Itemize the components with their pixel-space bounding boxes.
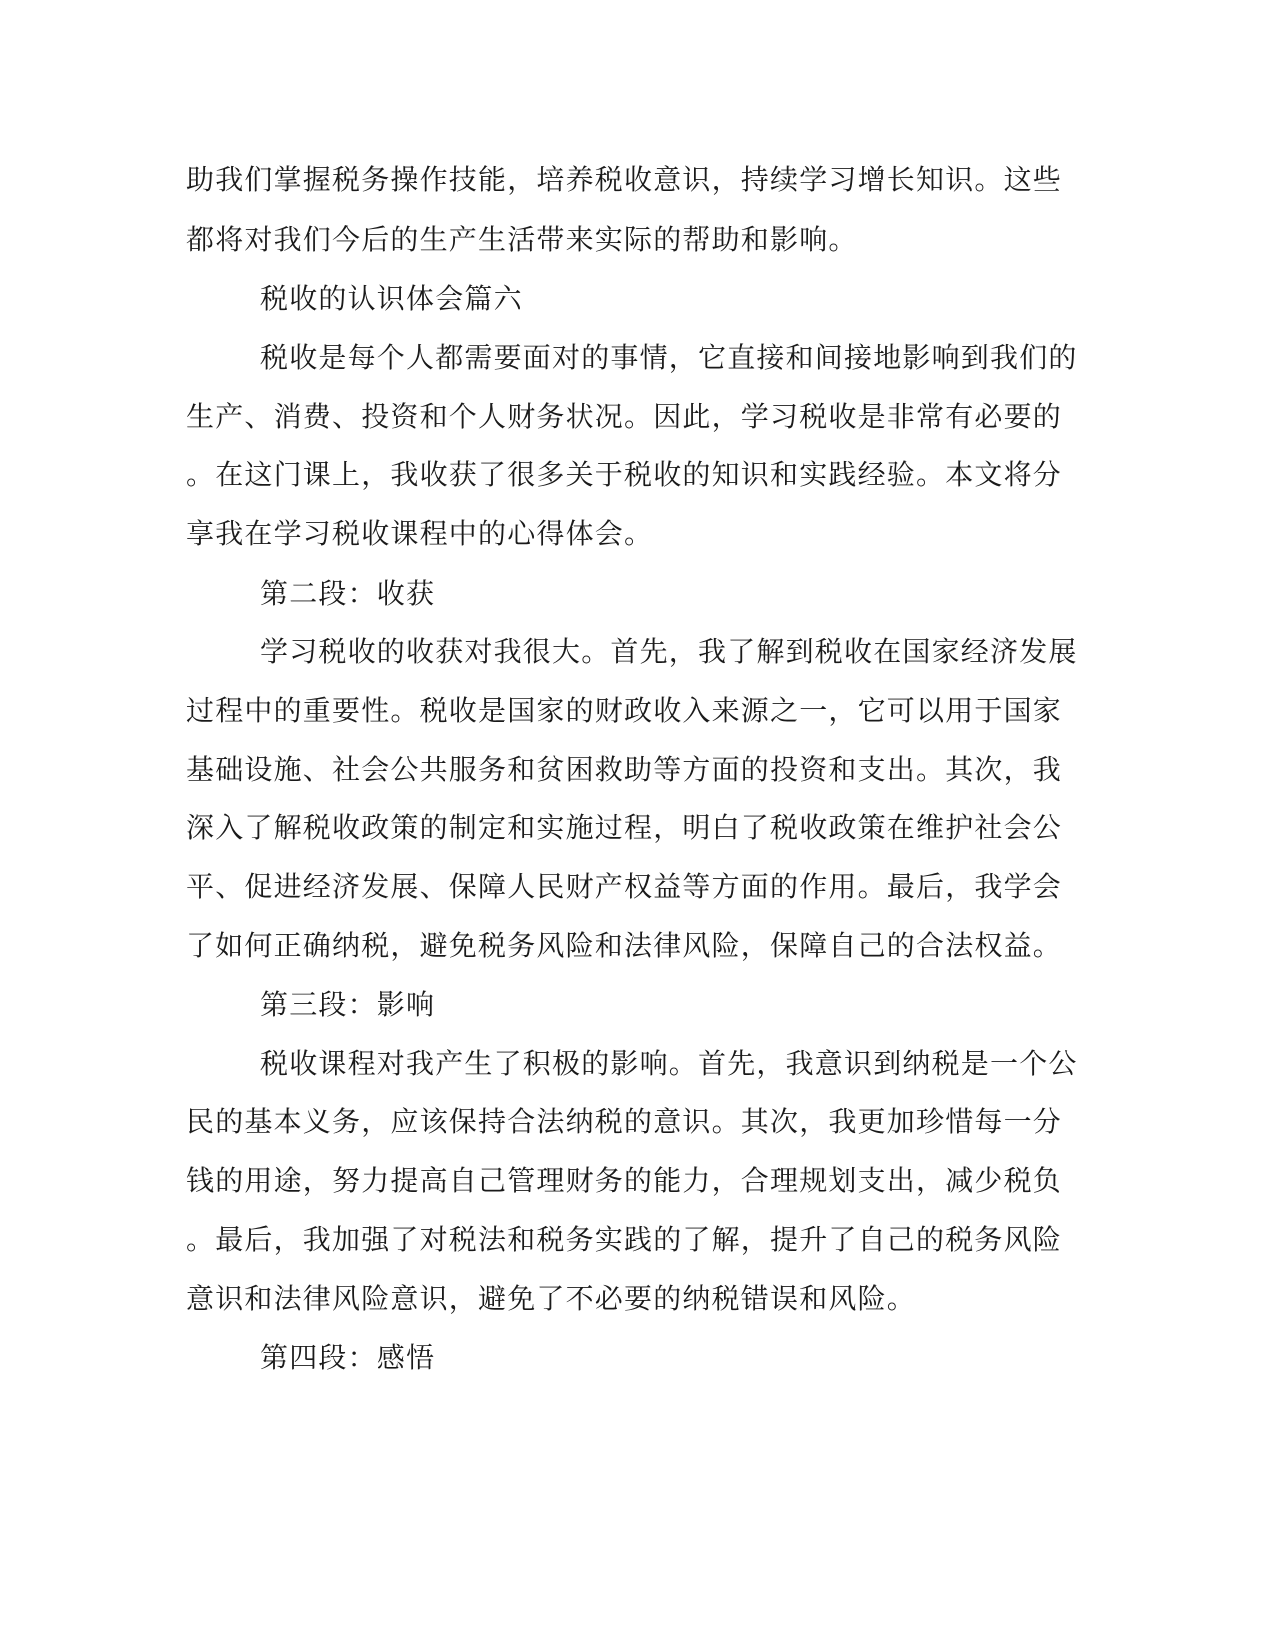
text-line: 税收课程对我产生了积极的影响。首先，我意识到纳税是一个公 xyxy=(260,1047,1078,1080)
text-line: 。最后，我加强了对税法和税务实践的了解，提升了自己的税务风险 xyxy=(186,1223,1063,1256)
text-line: 。在这门课上，我收获了很多关于税收的知识和实践经验。本文将分 xyxy=(186,458,1063,491)
text-line: 基础设施、社会公共服务和贫困救助等方面的投资和支出。其次，我 xyxy=(186,753,1063,786)
section-heading: 第四段：感悟 xyxy=(260,1341,436,1374)
text-line: 享我在学习税收课程中的心得体会。 xyxy=(186,517,654,550)
text-line: 钱的用途，努力提高自己管理财务的能力，合理规划支出，减少税负 xyxy=(186,1164,1063,1197)
text-line: 了如何正确纳税，避免税务风险和法律风险，保障自己的合法权益。 xyxy=(186,929,1063,962)
text-line: 学习税收的收获对我很大。首先，我了解到税收在国家经济发展 xyxy=(260,635,1078,668)
text-line: 民的基本义务，应该保持合法纳税的意识。其次，我更加珍惜每一分 xyxy=(186,1105,1063,1138)
text-line: 税收是每个人都需要面对的事情，它直接和间接地影响到我们的 xyxy=(260,341,1078,374)
text-line: 意识和法律风险意识，避免了不必要的纳税错误和风险。 xyxy=(186,1282,917,1315)
text-line: 平、促进经济发展、保障人民财产权益等方面的作用。最后，我学会 xyxy=(186,870,1063,903)
section-heading: 第二段：收获 xyxy=(260,577,436,610)
text-line: 都将对我们今后的生产生活带来实际的帮助和影响。 xyxy=(186,223,858,256)
section-heading: 第三段：影响 xyxy=(260,988,436,1021)
text-line: 深入了解税收政策的制定和实施过程，明白了税收政策在维护社会公 xyxy=(186,811,1063,844)
text-line: 生产、消费、投资和个人财务状况。因此，学习税收是非常有必要的 xyxy=(186,400,1063,433)
text-line: 过程中的重要性。税收是国家的财政收入来源之一，它可以用于国家 xyxy=(186,694,1063,727)
text-line: 助我们掌握税务操作技能，培养税收意识，持续学习增长知识。这些 xyxy=(186,163,1063,196)
section-heading: 税收的认识体会篇六 xyxy=(260,282,523,315)
